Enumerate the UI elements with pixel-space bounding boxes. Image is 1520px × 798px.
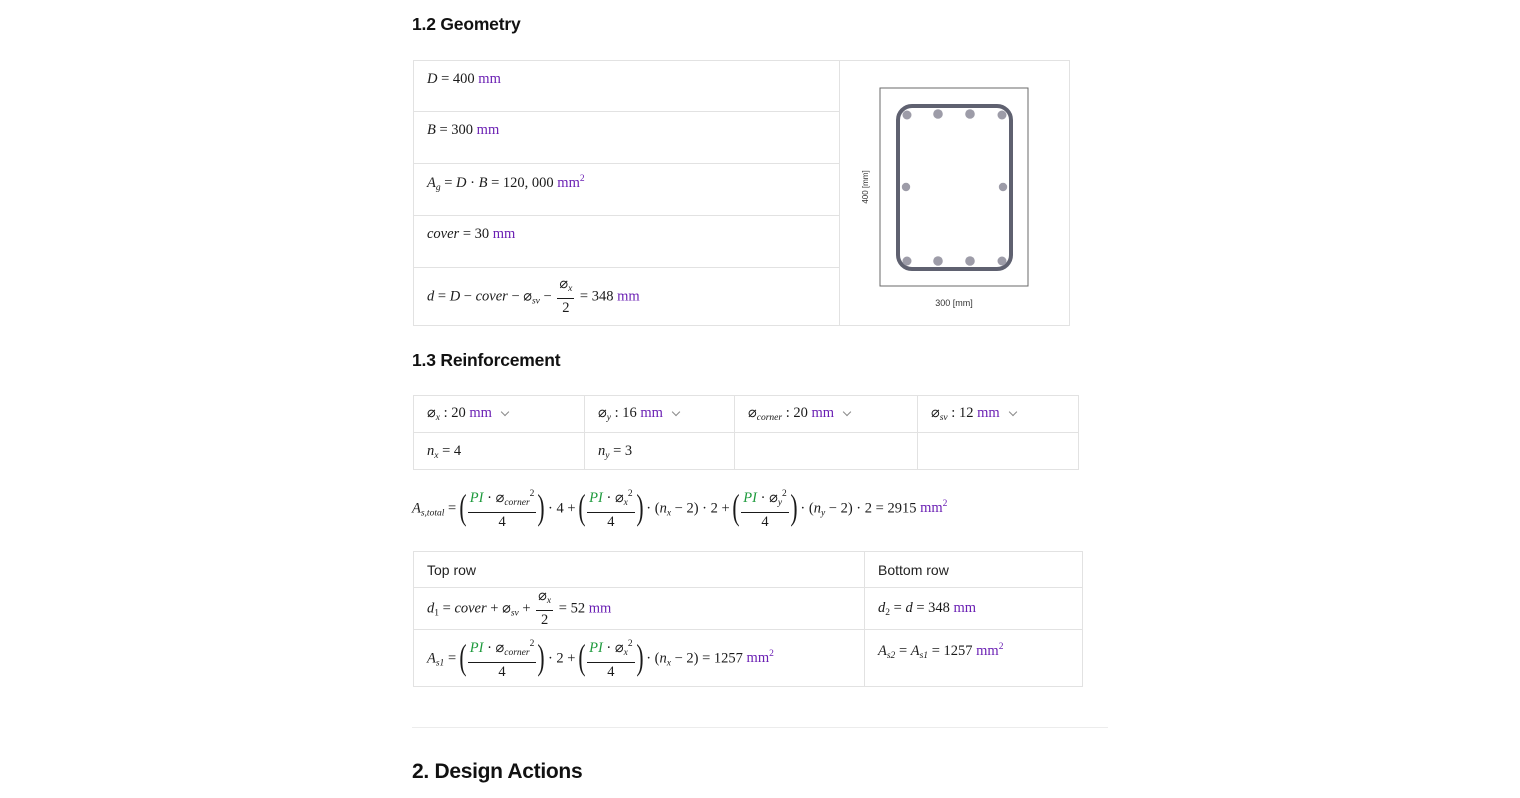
- as1-cell: $A_{s1}$ = ( $\frac{PI \cdot ⌀_{corner}^2}{4}$ ) · 2 + ( $\frac{PI \cdot ⌀_x^2}{4}$ ) · $(n_x - 2) = 1257$ $mm^2$: [414, 630, 865, 687]
- rebar-top-3: [965, 109, 975, 119]
- empty-cell: [735, 433, 918, 470]
- header-bottom-row: Bottom row: [865, 552, 1083, 588]
- rebar-bottom-2: [933, 256, 943, 266]
- geometry-row-B: B = 300 mm: [414, 112, 840, 164]
- section-heading-geometry: 1.2 Geometry: [412, 14, 521, 34]
- rebar-top-2: [933, 109, 943, 119]
- rebar-bottom-4: [998, 257, 1007, 266]
- section-heading-reinforcement: 1.3 Reinforcement: [412, 350, 561, 370]
- as2-cell: $A_{s2} = A_{s1} = 1257$ $mm^2$: [878, 642, 1004, 661]
- as-total-value: 2915: [887, 500, 917, 517]
- n-x-cell: $n_x = 4$: [414, 433, 585, 470]
- geometry-row-d: d = D − cover − $⌀_{sv}$ − $\frac{⌀_x}{2}$ = 348 mm: [414, 268, 840, 326]
- rebar-bottom-3: [965, 256, 975, 266]
- column-section-drawing: [840, 61, 1070, 325]
- as-total-formula: $A_{s,total}$ = ( $\frac{PI \cdot ⌀_{corner}^2}{4}$ ) · 4 + ( $\frac{PI \cdot ⌀_x^2}{4}$ ) · $(n_x - 2) \cdot 2$ + ( $\frac{PI \cdot ⌀_y^2}{4}$ ) · $(n_y - 2) \cdot 2 = 2915$ $mm^2$: [412, 487, 948, 530]
- cover-value: 30: [474, 226, 490, 242]
- rows-table: [413, 551, 1083, 687]
- d-value: 348: [591, 288, 614, 305]
- select-dia-x[interactable]: $⌀_x$ : 20 mm: [414, 396, 585, 433]
- section-heading-design-actions: 2. Design Actions: [412, 760, 583, 783]
- stirrup-shape: [898, 106, 1011, 269]
- geometry-table: [413, 60, 1070, 326]
- unit-mm: mm: [478, 71, 501, 87]
- d1-cell: $d_1$ = cover + $⌀_{sv}$ + $\frac{⌀_x}{2}$ = 52 mm: [414, 588, 865, 630]
- D-value: 400: [452, 71, 475, 87]
- section-figure: [840, 61, 1070, 325]
- chevron-down-icon[interactable]: [672, 408, 680, 416]
- B-value: 300: [451, 122, 474, 138]
- y-axis-label: 400 [mm]: [861, 170, 870, 204]
- Ag-value: 120, 000: [502, 175, 554, 191]
- x-axis-label: 300 [mm]: [935, 298, 973, 308]
- header-top-row: Top row: [414, 552, 865, 588]
- select-dia-y[interactable]: $⌀_y$ : 16 mm: [585, 396, 735, 433]
- rebar-side-left: [902, 183, 910, 191]
- d2-cell: $d_2 = d = 348$ mm: [865, 588, 1083, 630]
- reinforcement-table: [413, 395, 1079, 470]
- geometry-row-cover: cover = 30 mm: [414, 216, 840, 268]
- chevron-down-icon[interactable]: [843, 408, 851, 416]
- rebar-top-4: [998, 111, 1007, 120]
- rebar-group: [902, 109, 1007, 266]
- geometry-row-D: D = 400 mm: [414, 61, 840, 112]
- select-dia-sv[interactable]: $⌀_{sv}$ : 12 mm: [918, 396, 1079, 433]
- select-dia-corner[interactable]: $⌀_{corner}$ : 20 mm: [735, 396, 918, 433]
- rebar-top-1: [903, 111, 912, 120]
- n-y-cell: $n_y = 3$: [585, 433, 735, 470]
- section-divider: [412, 727, 1108, 728]
- rebar-side-right: [999, 183, 1007, 191]
- chevron-down-icon[interactable]: [501, 408, 509, 416]
- geometry-row-Ag: $A_g = D \cdot B = 120$, 000 $mm^2$: [414, 164, 840, 216]
- rebar-bottom-1: [903, 257, 912, 266]
- chevron-down-icon[interactable]: [1008, 408, 1016, 416]
- empty-cell: [918, 433, 1079, 470]
